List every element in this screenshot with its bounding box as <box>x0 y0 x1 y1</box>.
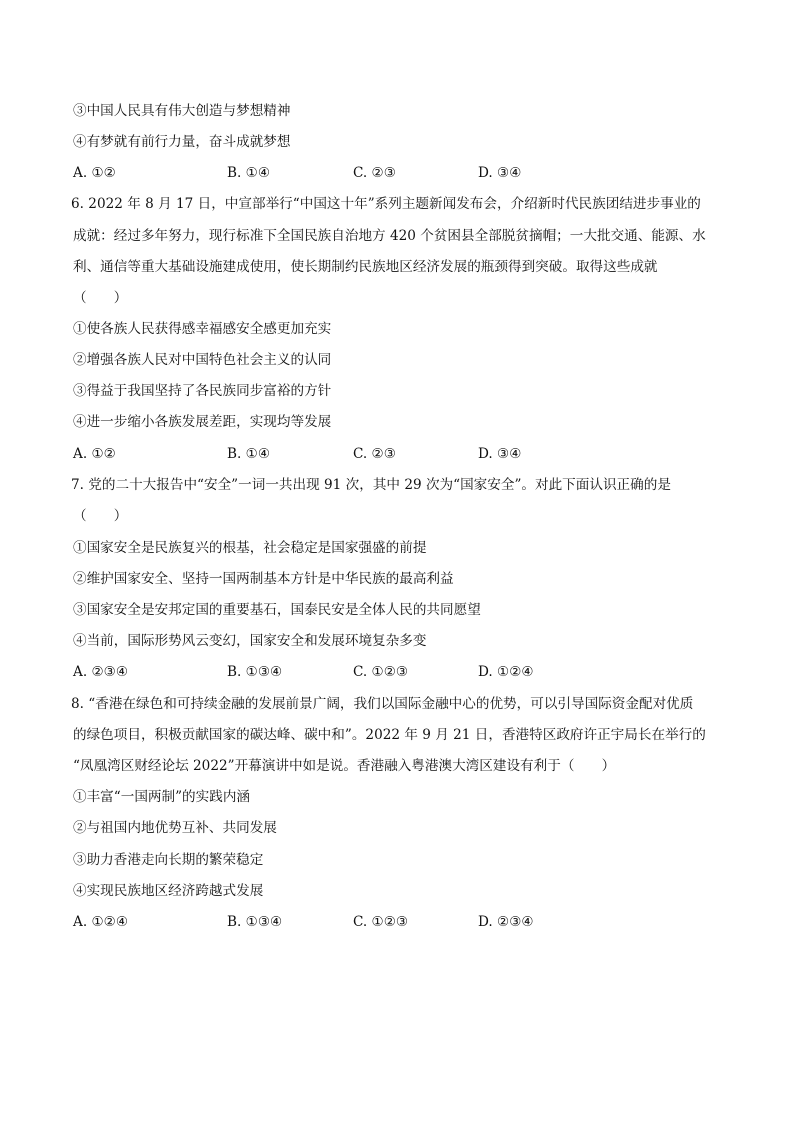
statement-3: ③得益于我国坚持了各民族同步富裕的方针 <box>73 383 332 399</box>
choice-c: C. ①②③ <box>353 914 409 930</box>
question-stem-line: 的绿色项目，积极贡献国家的碳达峰、碳中和”。2022 年 9 月 21 日，香港特区政府许正宇局长在举行的 <box>73 727 706 743</box>
answer-choices <box>73 445 723 463</box>
choice-d: D. ①②④ <box>478 664 534 680</box>
answer-choices <box>73 164 723 182</box>
question-stem-line: 7. 党的二十大报告中“安全”一词一共出现 91 次，其中 29 次为“国家安全”。对此下面认识正确的是 <box>71 477 671 493</box>
statement-4: ④实现民族地区经济跨越式发展 <box>73 883 264 899</box>
statement-3: ③助力香港走向长期的繁荣稳定 <box>73 852 264 868</box>
answer-blank: （ ） <box>73 290 128 306</box>
choice-a: A. ①②④ <box>73 914 129 930</box>
answer-blank: （ ） <box>73 508 128 524</box>
statement-2: ②维护国家安全、坚持一国两制基本方针是中华民族的最高利益 <box>73 571 454 587</box>
statement-1: ①使各族人民获得感幸福感安全感更加充实 <box>73 321 332 337</box>
statement-1: ①丰富“一国两制”的实践内涵 <box>73 789 251 805</box>
choice-c: C. ②③ <box>353 446 396 462</box>
statement-3: ③中国人民具有伟大创造与梦想精神 <box>73 103 291 119</box>
question-stem-line: 利、通信等重大基础设施建成使用，使长期制约民族地区经济发展的瓶颈得到突破。取得这些成就 <box>73 259 658 275</box>
choice-d: D. ②③④ <box>478 914 534 930</box>
statement-1: ①国家安全是民族复兴的根基，社会稳定是国家强盛的前提 <box>73 540 427 556</box>
choice-b: B. ①③④ <box>227 914 283 930</box>
answer-choices <box>73 663 723 681</box>
question-stem-line: 6. 2022 年 8 月 17 日，中宣部举行“中国这十年”系列主题新闻发布会，介绍新时代民族团结进步事业的 <box>71 196 701 212</box>
choice-b: B. ①③④ <box>227 664 283 680</box>
statement-2: ②增强各族人民对中国特色社会主义的认同 <box>73 352 332 368</box>
choice-d: D. ③④ <box>478 165 522 181</box>
choice-a: A. ①② <box>73 165 116 181</box>
answer-choices <box>73 913 723 931</box>
statement-2: ②与祖国内地优势互补、共同发展 <box>73 820 277 836</box>
statement-4: ④有梦就有前行力量，奋斗成就梦想 <box>73 134 291 150</box>
question-stem-line: 成就：经过多年努力，现行标准下全国民族自治地方 420 个贫困县全部脱贫摘帽；一大批交通、能源、水 <box>73 228 706 244</box>
choice-b: B. ①④ <box>227 446 271 462</box>
choice-a: A. ②③④ <box>73 664 129 680</box>
choice-c: C. ②③ <box>353 165 396 181</box>
choice-a: A. ①② <box>73 446 116 462</box>
statement-3: ③国家安全是安邦定国的重要基石，国泰民安是全体人民的共同愿望 <box>73 602 481 618</box>
question-stem-line: 8. “香港在绿色和可持续金融的发展前景广阔，我们以国际金融中心的优势，可以引导国际资金配对优质 <box>71 696 694 712</box>
choice-c: C. ①②③ <box>353 664 409 680</box>
question-stem-line: “凤凰湾区财经论坛 2022”开幕演讲中如是说。香港融入粤港澳大湾区建设有利于（ ） <box>73 758 616 774</box>
statement-4: ④进一步缩小各族发展差距，实现均等发展 <box>73 414 332 430</box>
choice-b: B. ①④ <box>227 165 271 181</box>
choice-d: D. ③④ <box>478 446 522 462</box>
statement-4: ④当前，国际形势风云变幻，国家安全和发展环境复杂多变 <box>73 633 427 649</box>
